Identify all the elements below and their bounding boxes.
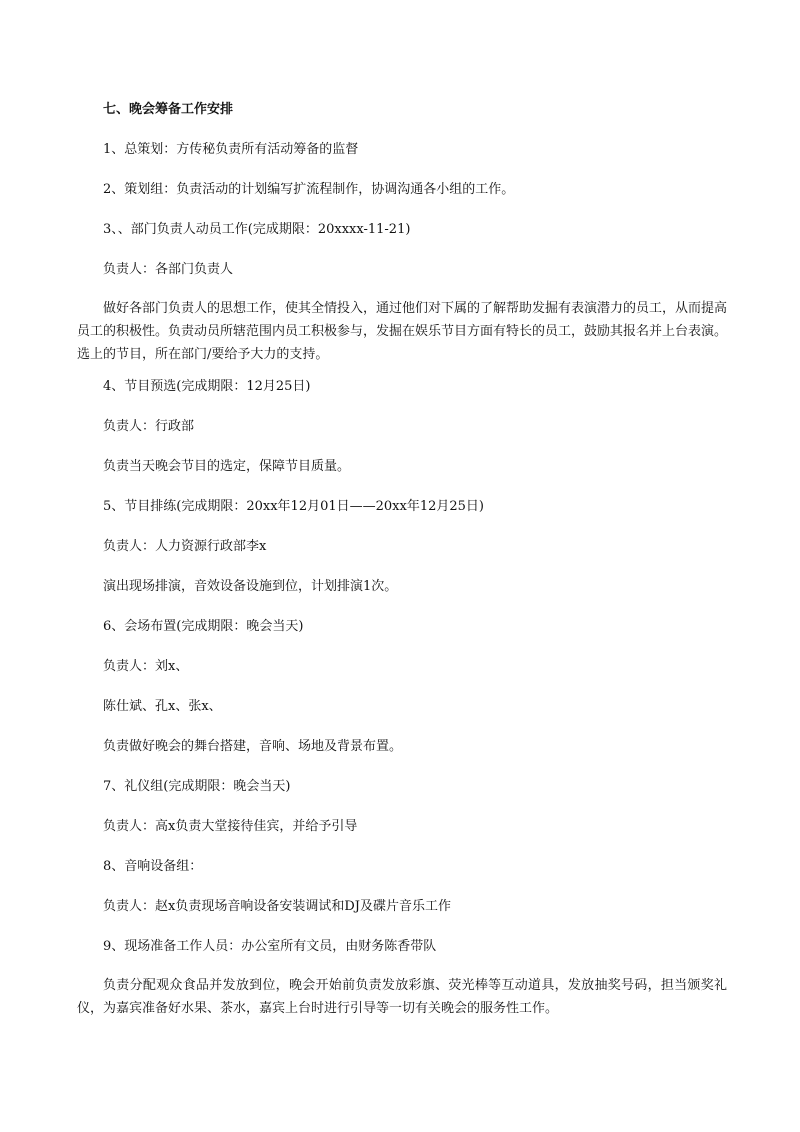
paragraph-service-duties: 负责分配观众食品并发放到位，晚会开始前负责发放彩旗、荧光棒等互动道具，发放抽奖号码，担当颁奖礼仪，为嘉宾准备好水果、茶水，嘉宾上台时进行引导等一切有关晚会的服务性工作。 [77,978,727,1016]
item-rehearsal-duty: 演出现场排演，音效设备设施到位，计划排演1次。 [103,579,398,594]
item-rehearsal: 5、节目排练(完成期限：20xx年12月01日——20xx年12月25日) [103,499,484,514]
item-department-mobilization: 3、、部门负责人动员工作(完成期限：20xxxx-11-21) [103,222,411,237]
paragraph-mobilization: 做好各部门负责人的思想工作，使其全情投入，通过他们对下属的了解帮助发掘有表演潜力的员工，从而提高员工的积极性。负责动员所辖范围内员工积极参与，发掘在娱乐节目方面有特长的员工，鼓励其报名并上台表演。选上的节目，所在部门/要给予大力的支持。 [77,301,728,362]
item-etiquette-owner: 负责人：高x负责大堂接待佳宾，并给予引导 [103,819,358,834]
item-etiquette-group: 7、礼仪组(完成期限：晚会当天) [103,779,291,794]
section-title: 七、晚会筹备工作安排 [103,102,234,117]
item-audio-owner: 负责人：赵x负责现场音响设备安装调试和DJ及碟片音乐工作 [103,899,451,914]
item-venue-owner: 负责人：刘x、 [103,659,189,674]
item-rehearsal-owner: 负责人：人力资源行政部李x [103,539,267,554]
item-department-owner: 负责人：各部门负责人 [103,262,234,277]
item-venue-members: 陈仕斌、孔x、张x、 [103,699,222,714]
item-planning-group: 2、策划组：负责活动的计划编写扩流程制作，协调沟通各小组的工作。 [103,182,515,197]
item-preselection-owner: 负责人：行政部 [103,419,195,434]
item-program-preselection: 4、节目预选(完成期限：12月25日) [103,379,311,394]
item-audio-group: 8、音响设备组： [103,859,203,874]
item-venue-duty: 负责做好晚会的舞台搭建，音响、场地及背景布置。 [103,739,403,754]
item-general-planner: 1、总策划：方传秘负责所有活动筹备的监督 [103,142,359,157]
item-preselection-duty: 负责当天晚会节目的选定，保障节目质量。 [103,459,351,474]
item-venue-setup: 6、会场布置(完成期限：晚会当天) [103,619,304,634]
item-onsite-staff: 9、现场准备工作人员：办公室所有文员，由财务陈香带队 [103,939,437,954]
